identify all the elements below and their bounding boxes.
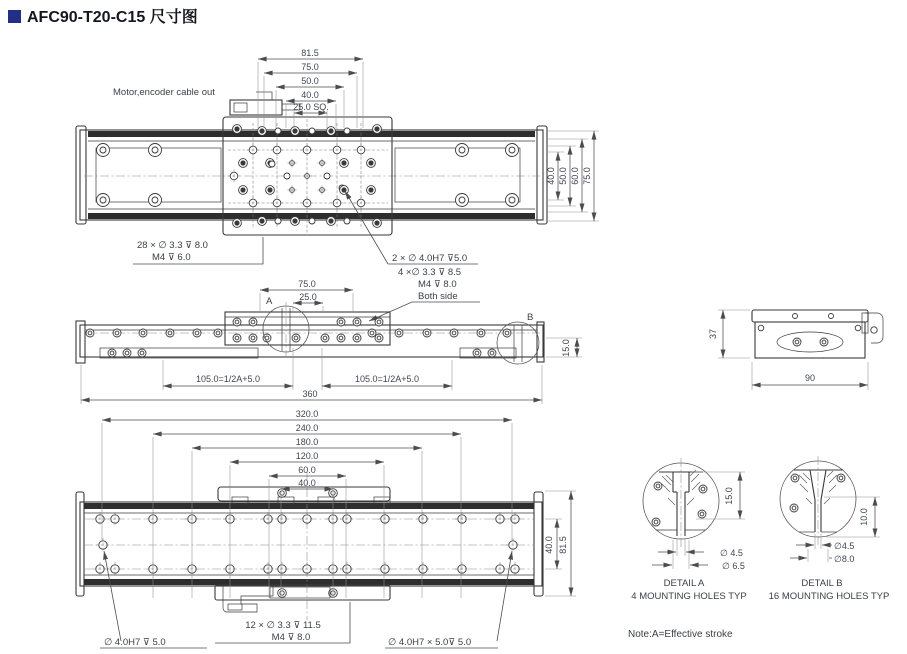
dim-top-50: 50.0	[301, 76, 319, 86]
callout-4-side-holes	[369, 267, 480, 321]
callout-4-line2: M4 ⊽ 8.0	[418, 279, 457, 290]
callout-12-line1: 12 × ∅ 3.3 ⊽ 11.5	[245, 620, 321, 631]
top-view-rail	[76, 126, 547, 224]
callout-28-line1: 28 × ∅ 3.3 ⊽ 8.0	[137, 240, 208, 251]
dim-right-60: 60.0	[570, 167, 580, 185]
detail-b-sublabel: 16 MOUNTING HOLES TYP	[768, 591, 890, 602]
side-view-dimensions-top	[260, 279, 353, 311]
callout-4-line3: Both side	[418, 291, 458, 302]
dim-top-40: 40.0	[301, 90, 319, 100]
dim-bottom-320: 320.0	[295, 409, 319, 419]
detail-b-dimensions	[790, 497, 880, 564]
side-view-dimension-15	[546, 338, 582, 357]
top-view-dimensions-top	[258, 48, 363, 128]
dim-bottom-60: 60.0	[298, 465, 316, 475]
side-view-dimensions-bottom	[81, 348, 542, 404]
detail-a-dim-15: 15.0	[724, 487, 734, 505]
detail-b-dim-hole: ∅4.5	[834, 541, 855, 551]
note-effective-stroke: Note:A=Effective stroke	[628, 629, 733, 640]
dim-end-37: 37	[708, 328, 718, 340]
callout-4-line1: 4 ×∅ 3.3 ⊽ 8.5	[398, 267, 462, 278]
dim-side-25: 25.0	[299, 292, 317, 302]
dim-top-81p5: 81.5	[301, 48, 319, 58]
detail-a-dim-cbore: ∅ 6.5	[722, 561, 745, 571]
title-text: AFC90-T20-C15 尺寸图	[27, 9, 198, 26]
detail-b-dim-10: 10.0	[859, 508, 869, 526]
dim-right-40: 40.0	[546, 167, 556, 185]
detail-b-dim-cbore: ∅8.0	[834, 554, 855, 564]
dim-stroke-right: 105.0=1/2A+5.0	[354, 374, 420, 384]
dim-end-90: 90	[804, 373, 816, 383]
dim-bottom-right-81p5: 81.5	[558, 536, 568, 554]
detail-b	[769, 456, 890, 602]
side-view	[76, 279, 582, 404]
dim-bottom-180: 180.0	[295, 437, 319, 447]
dim-stroke-left: 105.0=1/2A+5.0	[195, 374, 261, 384]
detail-a-dim-hole: ∅ 4.5	[720, 548, 743, 558]
top-view	[76, 48, 599, 321]
bottom-view	[76, 409, 576, 648]
callout-dowel-right	[385, 551, 512, 648]
dim-top-25sq: 25.0 SQ.	[293, 102, 329, 112]
callout-28-holes	[133, 237, 263, 264]
detail-a-marker-label: A	[266, 296, 273, 307]
top-view-dimensions-right	[546, 131, 599, 221]
detail-a-sublabel: 4 MOUNTING HOLES TYP	[631, 591, 747, 602]
cable-label: Motor,encoder cable out	[113, 87, 215, 98]
dim-bottom-40: 40.0	[298, 478, 316, 488]
dim-top-75: 75.0	[301, 62, 319, 72]
dim-right-50: 50.0	[558, 167, 568, 185]
dim-right-75: 75.0	[582, 167, 592, 185]
dim-side-75: 75.0	[298, 279, 316, 289]
callout-dowel-right-text: ∅ 4.0H7 × 5.0⊽ 5.0	[388, 637, 472, 648]
page-title	[8, 7, 198, 26]
cable-connector	[230, 100, 300, 115]
detail-a-label: DETAIL A	[663, 578, 705, 589]
end-view	[708, 310, 883, 390]
callout-dowel-left-text: ∅ 4.0H7 ⊽ 5.0	[104, 637, 166, 648]
dim-total-360: 360	[302, 389, 318, 399]
detail-b-label: DETAIL B	[801, 578, 843, 589]
callout-12-line2: M4 ⊽ 8.0	[271, 632, 311, 643]
detail-b-marker-circle	[497, 322, 539, 364]
callout-12-holes	[215, 602, 350, 643]
detail-a	[631, 458, 746, 602]
detail-b-marker-label: B	[527, 312, 534, 323]
bottom-view-hole-rows	[93, 512, 522, 576]
dim-bottom-120: 120.0	[295, 451, 319, 461]
dim-bottom-right-40: 40.0	[544, 536, 554, 554]
side-view-carriage	[225, 312, 390, 345]
title-bullet-icon	[8, 10, 21, 23]
dim-bottom-240: 240.0	[295, 423, 319, 433]
bottom-view-dimensions-right	[544, 491, 576, 596]
callout-2-line1: 2 × ∅ 4.0H7 ⊽5.0	[392, 253, 468, 264]
bottom-cable-bracket	[223, 585, 273, 612]
callout-28-line2: M4 ⊽ 6.0	[152, 252, 191, 263]
detail-a-dimensions	[652, 472, 745, 571]
dim-side-15: 15.0	[561, 339, 571, 357]
side-view-rail	[76, 321, 544, 363]
